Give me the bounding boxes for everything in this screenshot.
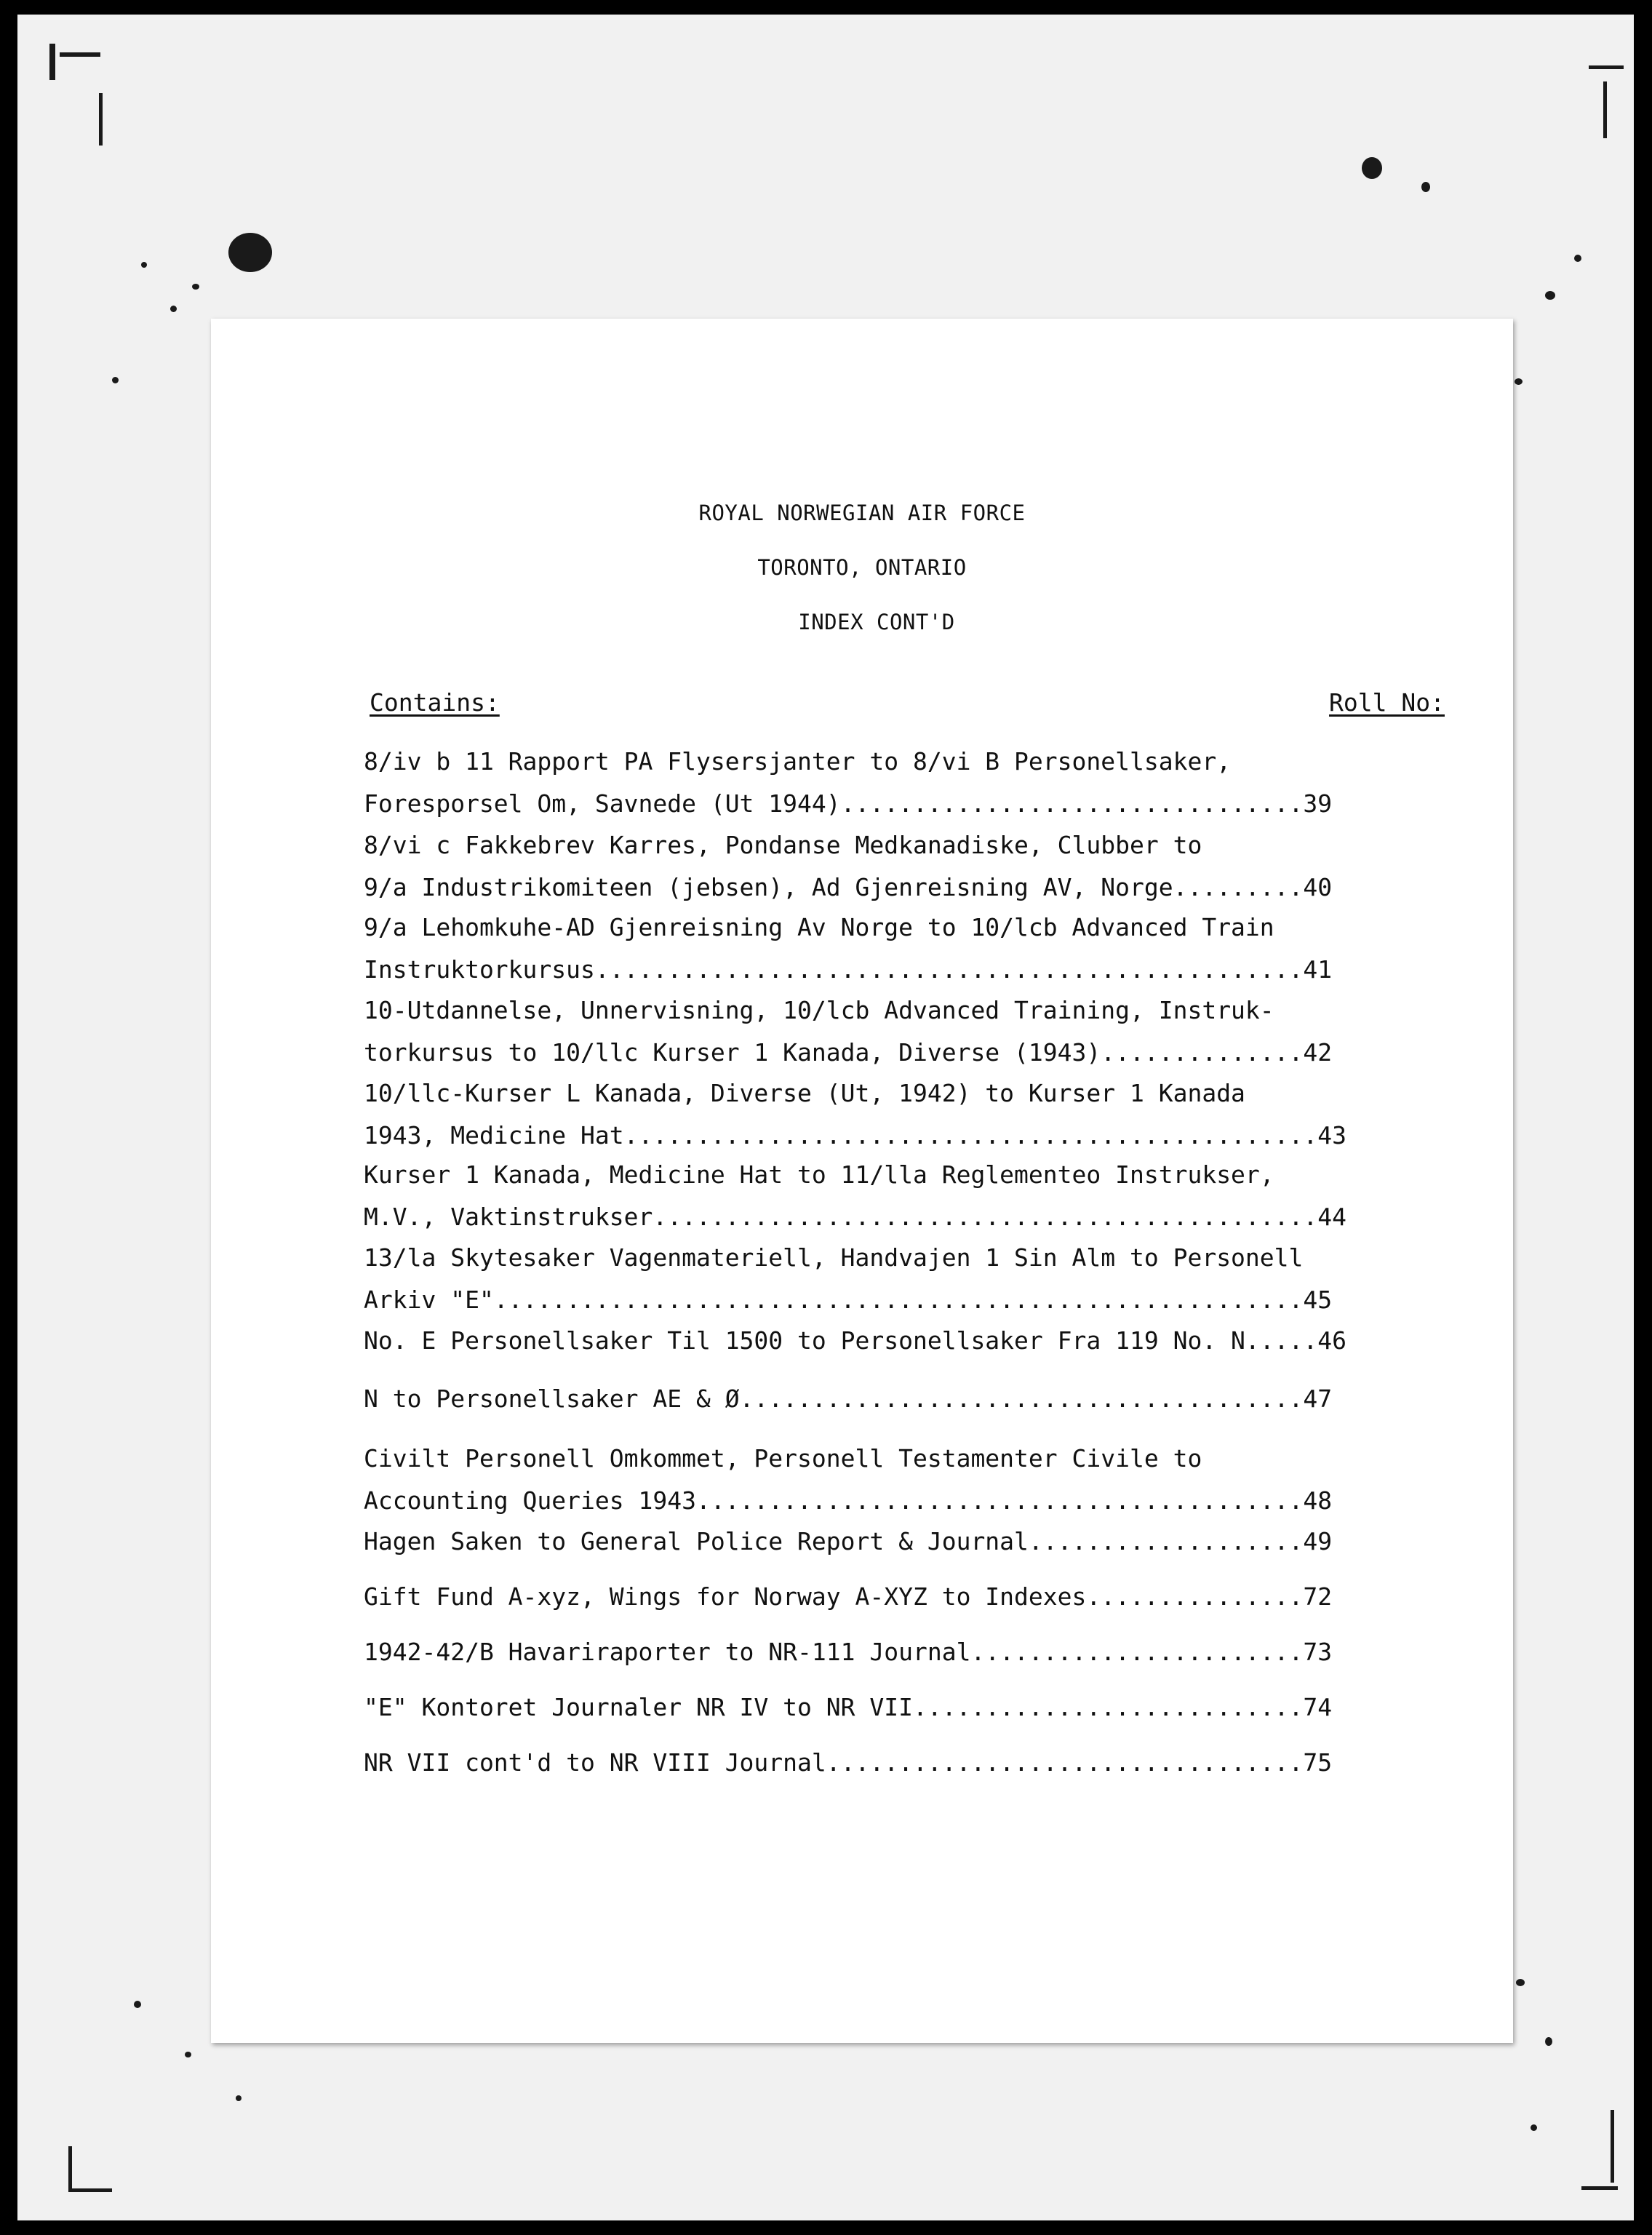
ink-speck: [1574, 255, 1581, 262]
location-title: TORONTO, ONTARIO: [757, 555, 967, 580]
ink-speck: [1531, 2124, 1537, 2131]
index-entry: [364, 989, 1333, 1074]
entry-line: NR VII cont'd to NR VIII Journal.................................75: [364, 1748, 1333, 1777]
ink-speck: [1421, 182, 1430, 192]
ink-speck: [185, 2052, 191, 2057]
index-entry: [364, 1438, 1333, 1522]
index-entry: [364, 1378, 1333, 1420]
entry-line: No. E Personellsaker Til 1500 to Personellsaker Fra 119 No. N.....46: [364, 1326, 1347, 1355]
ink-speck: [1545, 291, 1555, 300]
entry-line: "E" Kontoret Journaler NR IV to NR VII...........................74: [364, 1693, 1333, 1721]
staple-mark: [99, 93, 103, 146]
entry-line: Instruktorkursus.................................................41: [364, 955, 1333, 984]
staple-mark: [68, 2188, 112, 2192]
entry-line: 9/a Lehomkuhe-AD Gjenreisning Av Norge to 10/lcb Advanced Train: [364, 913, 1274, 941]
staple-mark: [1603, 81, 1607, 138]
ink-speck: [192, 284, 199, 290]
ink-blot: [1362, 157, 1382, 179]
entry-line: 8/iv b 11 Rapport PA Flysersjanter to 8/vi B Personellsaker,: [364, 747, 1232, 776]
ink-speck: [170, 306, 177, 312]
ink-speck: [112, 377, 119, 383]
entry-line: 9/a Industrikomiteen (jebsen), Ad Gjenreisning AV, Norge.........40: [364, 873, 1333, 901]
staple-mark: [68, 2146, 72, 2190]
index-entry: [364, 824, 1333, 909]
index-entry: [364, 1521, 1333, 1563]
staple-mark: [1581, 2186, 1618, 2190]
ink-blot: [228, 233, 272, 272]
ink-speck: [134, 2001, 141, 2008]
entry-line: 10-Utdannelse, Unnervisning, 10/lcb Advanced Training, Instruk-: [364, 996, 1274, 1024]
entry-line: Accounting Queries 1943..........................................48: [364, 1486, 1333, 1515]
index-title: INDEX CONT'D: [798, 610, 955, 634]
index-entry: [364, 1742, 1333, 1784]
index-entry: [364, 1072, 1347, 1157]
entry-line: Hagen Saken to General Police Report & Journal...................49: [364, 1527, 1333, 1555]
index-page: [211, 319, 1513, 2043]
entry-line: Kurser 1 Kanada, Medicine Hat to 11/lla Reglementeo Instrukser,: [364, 1160, 1274, 1189]
entry-line: 8/vi c Fakkebrev Karres, Pondanse Medkanadiske, Clubber to: [364, 831, 1202, 859]
index-entry: [364, 1154, 1347, 1238]
contains-column-header: Contains:: [370, 688, 500, 717]
organization-title: ROYAL NORWEGIAN AIR FORCE: [698, 501, 1026, 525]
mount-board: [17, 15, 1634, 2220]
entry-line: 1943, Medicine Hat................................................43: [364, 1121, 1347, 1150]
entry-line: 10/llc-Kurser L Kanada, Diverse (Ut, 1942) to Kurser 1 Kanada: [364, 1079, 1245, 1107]
index-entry: [364, 1631, 1333, 1673]
entry-line: Foresporsel Om, Savnede (Ut 1944)................................39: [364, 789, 1333, 818]
ink-speck: [1545, 2037, 1552, 2046]
index-entry: [364, 1686, 1333, 1729]
entry-line: M.V., Vaktinstrukser..............................................44: [364, 1203, 1347, 1231]
index-entry: [364, 1320, 1347, 1362]
roll-number-column-header: Roll No:: [1329, 688, 1445, 717]
ink-speck: [141, 262, 147, 268]
index-entry: [364, 1576, 1333, 1618]
ink-speck: [1515, 378, 1523, 385]
ink-speck: [236, 2095, 242, 2101]
index-entry: [364, 907, 1333, 991]
entry-line: Gift Fund A-xyz, Wings for Norway A-XYZ to Indexes...............72: [364, 1582, 1333, 1611]
entry-line: 13/la Skytesaker Vagenmateriell, Handvajen 1 Sin Alm to Personell: [364, 1243, 1304, 1272]
staple-mark: [1611, 2110, 1614, 2183]
entry-line: Arkiv "E"........................................................45: [364, 1286, 1333, 1314]
entry-line: torkursus to 10/llc Kurser 1 Kanada, Diverse (1943)..............42: [364, 1038, 1333, 1067]
index-entry: [364, 741, 1333, 825]
entry-line: N to Personellsaker AE & Ø.......................................47: [364, 1385, 1333, 1413]
staple-mark: [1589, 65, 1624, 69]
entry-line: Civilt Personell Omkommet, Personell Testamenter Civile to: [364, 1444, 1202, 1473]
staple-mark: [49, 44, 55, 80]
entry-line: 1942-42/B Havariraporter to NR-111 Journal.......................73: [364, 1638, 1333, 1666]
staple-mark: [60, 52, 100, 57]
index-entry: [364, 1237, 1333, 1321]
ink-speck: [1516, 1979, 1525, 1986]
